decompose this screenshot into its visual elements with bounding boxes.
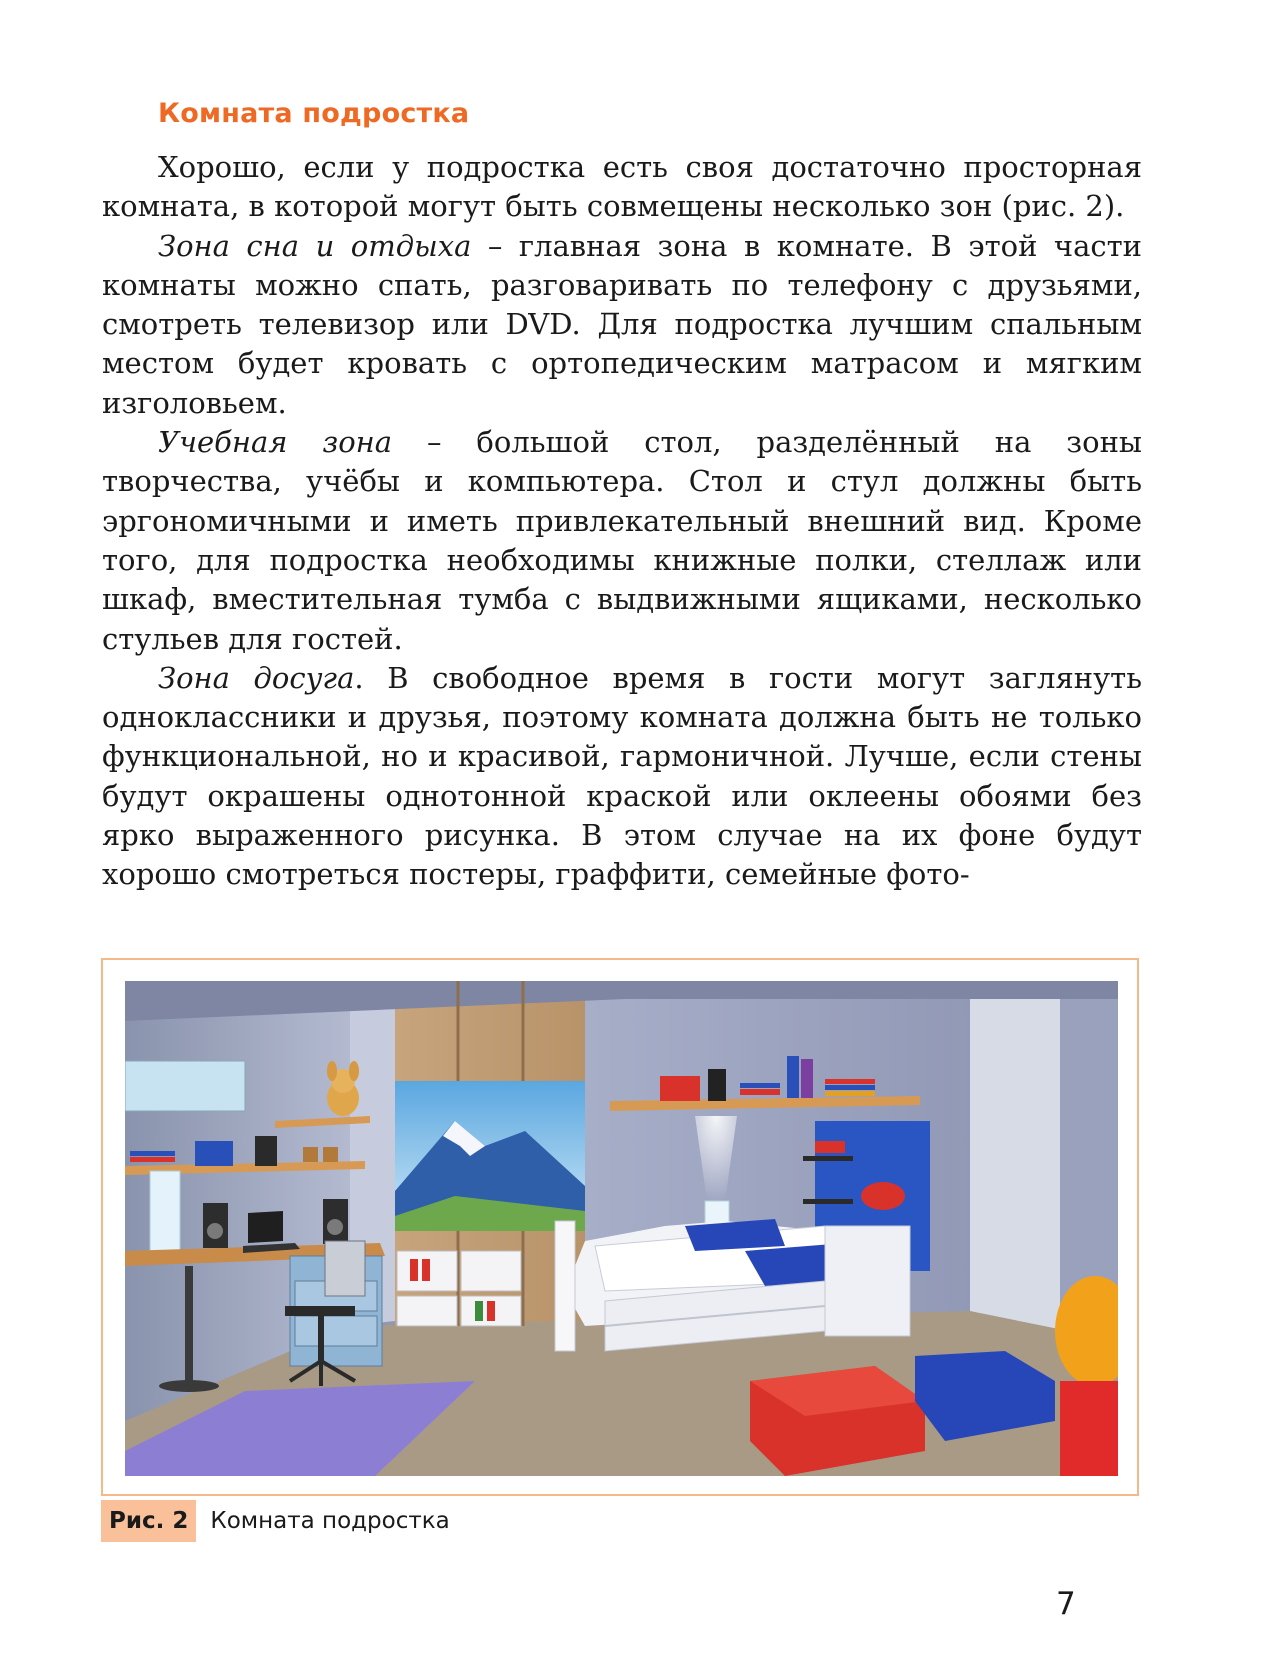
page-number: 7 (1056, 1586, 1076, 1622)
paragraph-intro (102, 148, 1142, 227)
paragraph-leisure-zone-text: . В свободное время в гости могут заглянуть одноклассники и друзья, поэтому комната должна быть не только функциональной, но и красивой, гармоничной. Лучше, если стены будут окрашены однотонной краской или оклеены обоями без ярко выраженного рисунка. В этом случае на их фоне будут хорошо смотреться постеры, граффити, семейные фото- (102, 660, 1142, 892)
term-leisure-zone: Зона досуга (158, 660, 355, 695)
term-study-zone: Учебная зона (158, 425, 393, 460)
paragraph-intro-text: Хорошо, если у подростка есть своя достаточно просторная комната, в которой могут быть совмещены несколько зон (рис. 2). (102, 150, 1142, 224)
paragraph-leisure-zone (102, 659, 1142, 895)
body-text (102, 148, 1142, 895)
paragraph-sleep-zone-text: – главная зона в комнате. В этой части комнаты можно спать, разговаривать по телефону с друзьями, смотреть телевизор или DVD. Для подростка лучшим спальным местом будет кровать с ортопедическим матрасом и мягким изголовьем. (102, 228, 1142, 420)
paragraph-study-zone-text: – большой стол, разделённый на зоны творчества, учёбы и компьютера. Стол и стул должны быть эргономичными и иметь привлекательный внешний вид. Кроме того, для подростка необходимы книжные полки, стеллаж или шкаф, вместительная тумба с выдвижными ящиками, несколько стульев для гостей. (102, 425, 1142, 656)
figure-title: Комната подростка (210, 1508, 450, 1534)
paragraph-study-zone (102, 423, 1142, 659)
figure-caption (101, 1500, 450, 1542)
term-sleep-zone: Зона сна и отдыха (158, 228, 472, 263)
figure-label: Рис. 2 (101, 1500, 196, 1542)
room-illustration (125, 981, 1118, 1476)
paragraph-sleep-zone (102, 227, 1142, 423)
section-heading: Комната подростка (158, 98, 470, 129)
